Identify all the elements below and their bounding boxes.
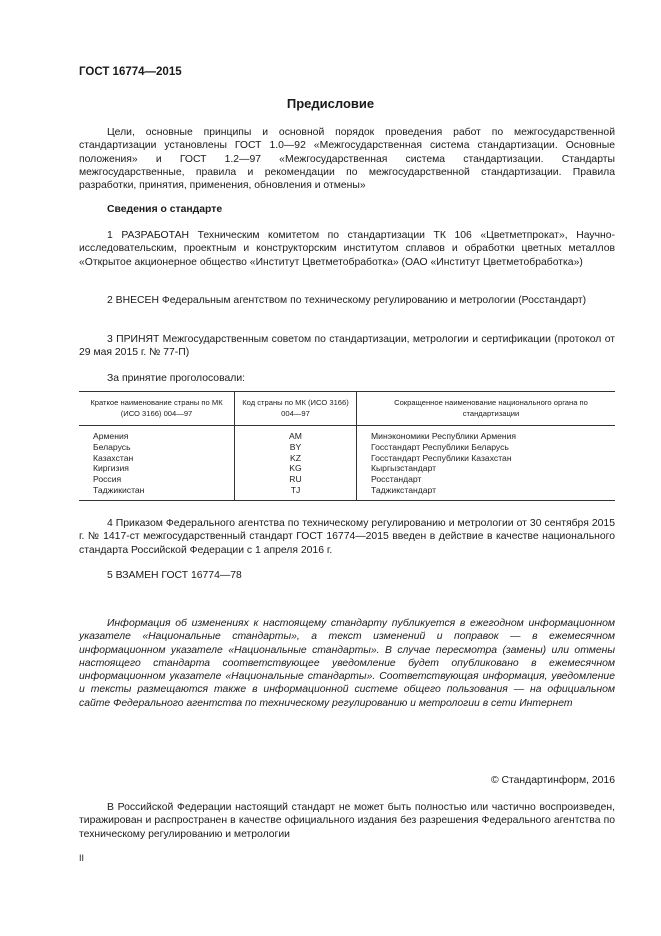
table-row: [79, 453, 615, 464]
table-row: [79, 426, 615, 442]
item-introduced: 2 ВНЕСЕН Федеральным агентством по техническому регулированию и метрологии (Росстандарт): [107, 295, 587, 306]
copyright: © Стандартинформ, 2016: [490, 775, 615, 786]
code-cell: AM: [235, 426, 357, 442]
code-cell: RU: [235, 474, 357, 485]
standard-info-heading: Сведения о стандарте: [107, 204, 223, 215]
country-cell: Армения: [93, 431, 129, 441]
table-row: [79, 474, 615, 485]
voted-label: За принятие проголосовали:: [107, 373, 246, 384]
item-developed: 1 РАЗРАБОТАН Техническим комитетом по стандартизации ТК 106 «Цветметпрокат», Научно-исследовательским, проектным и конструкторским институтом сплавов и обработки цветных металлов «Открытое акционерное общество «Институт Цветметобработка» (ОАО «Институт Цветметобработка»): [79, 230, 615, 268]
column-header-code: Код страны по МК (ИСО 3166) 004—97: [235, 392, 357, 426]
document-header: ГОСТ 16774—2015: [79, 66, 182, 78]
page-title: Предисловие: [286, 96, 375, 111]
body-cell: Росстандарт: [357, 474, 616, 485]
code-cell: TJ: [235, 485, 357, 500]
table-row: [79, 442, 615, 453]
code-cell: BY: [235, 442, 357, 453]
item-replaces: 5 ВЗАМЕН ГОСТ 16774—78: [107, 570, 242, 581]
body-cell: Таджикстандарт: [357, 485, 616, 500]
country-cell: Россия: [93, 474, 122, 485]
voting-table: [79, 391, 615, 501]
table-row: [79, 485, 615, 500]
info-notice: Информация об изменениях к настоящему стандарту публикуется в ежегодном информационном указателе «Национальные стандарты», а текст изменений и поправок — в ежемесячном информационном указателе «Национальные стандарты». В случае пересмотра (замены) или отмены настоящего стандарта соответствующее уведомление будет опубликовано в ежемесячном информационном указателе «Национальные стандарты». Соответствующая информация, уведомление и тексты размещаются также в информационной системе общего пользования — на официальном сайте Федерального агентства по техническому регулированию и метрологии в сети Интернет: [79, 618, 615, 709]
column-header-country: Краткое наименование страны по МК (ИСО 3166) 004—97: [79, 392, 235, 426]
reproduction-notice: В Российской Федерации настоящий стандарт не может быть полностью или частично воспроизведен, тиражирован и распространен в качестве официального издания без разрешения Федерального агентства по техническому регулированию и метрологии: [79, 802, 615, 840]
body-cell: Минэкономики Республики Армения: [357, 426, 616, 442]
page-number: II: [79, 853, 85, 863]
country-cell: Киргизия: [93, 463, 129, 474]
code-cell: KG: [235, 463, 357, 474]
column-header-body: Сокращенное наименование национального органа по стандартизации: [357, 392, 616, 426]
country-cell: Казахстан: [93, 452, 134, 463]
country-cell: Таджикистан: [79, 485, 235, 500]
body-cell: Госстандарт Республики Казахстан: [357, 453, 616, 464]
body-cell: Госстандарт Республики Беларусь: [357, 442, 616, 453]
table-row: [79, 463, 615, 474]
body-cell: Кыргызстандарт: [357, 463, 616, 474]
table-header-row: [79, 392, 615, 426]
code-cell: KZ: [235, 453, 357, 464]
item-order: 4 Приказом Федерального агентства по техническому регулированию и метрологии от 30 сентября 2015 г. № 1417-ст межгосударственный стандарт ГОСТ 16774—2015 введен в действие в качестве национального стандарта Российской Федерации с 1 апреля 2016 г.: [79, 518, 615, 556]
country-cell: Беларусь: [93, 441, 131, 452]
intro-paragraph: Цели, основные принципы и основной порядок проведения работ по межгосударственной стандартизации установлены ГОСТ 1.0—92 «Межгосударственная система стандартизации. Основные положения» и ГОСТ 1.2—97 «Межгосударственная система стандартизации. Стандарты межгосударственные, правила и рекомендации по межгосударственной стандартизации. Правила разработки, принятия, применения, обновления и отмены»: [79, 127, 615, 192]
item-adopted: 3 ПРИНЯТ Межгосударственным советом по стандартизации, метрологии и сертификации (протокол от 29 мая 2015 г. № 77-П): [79, 334, 615, 359]
